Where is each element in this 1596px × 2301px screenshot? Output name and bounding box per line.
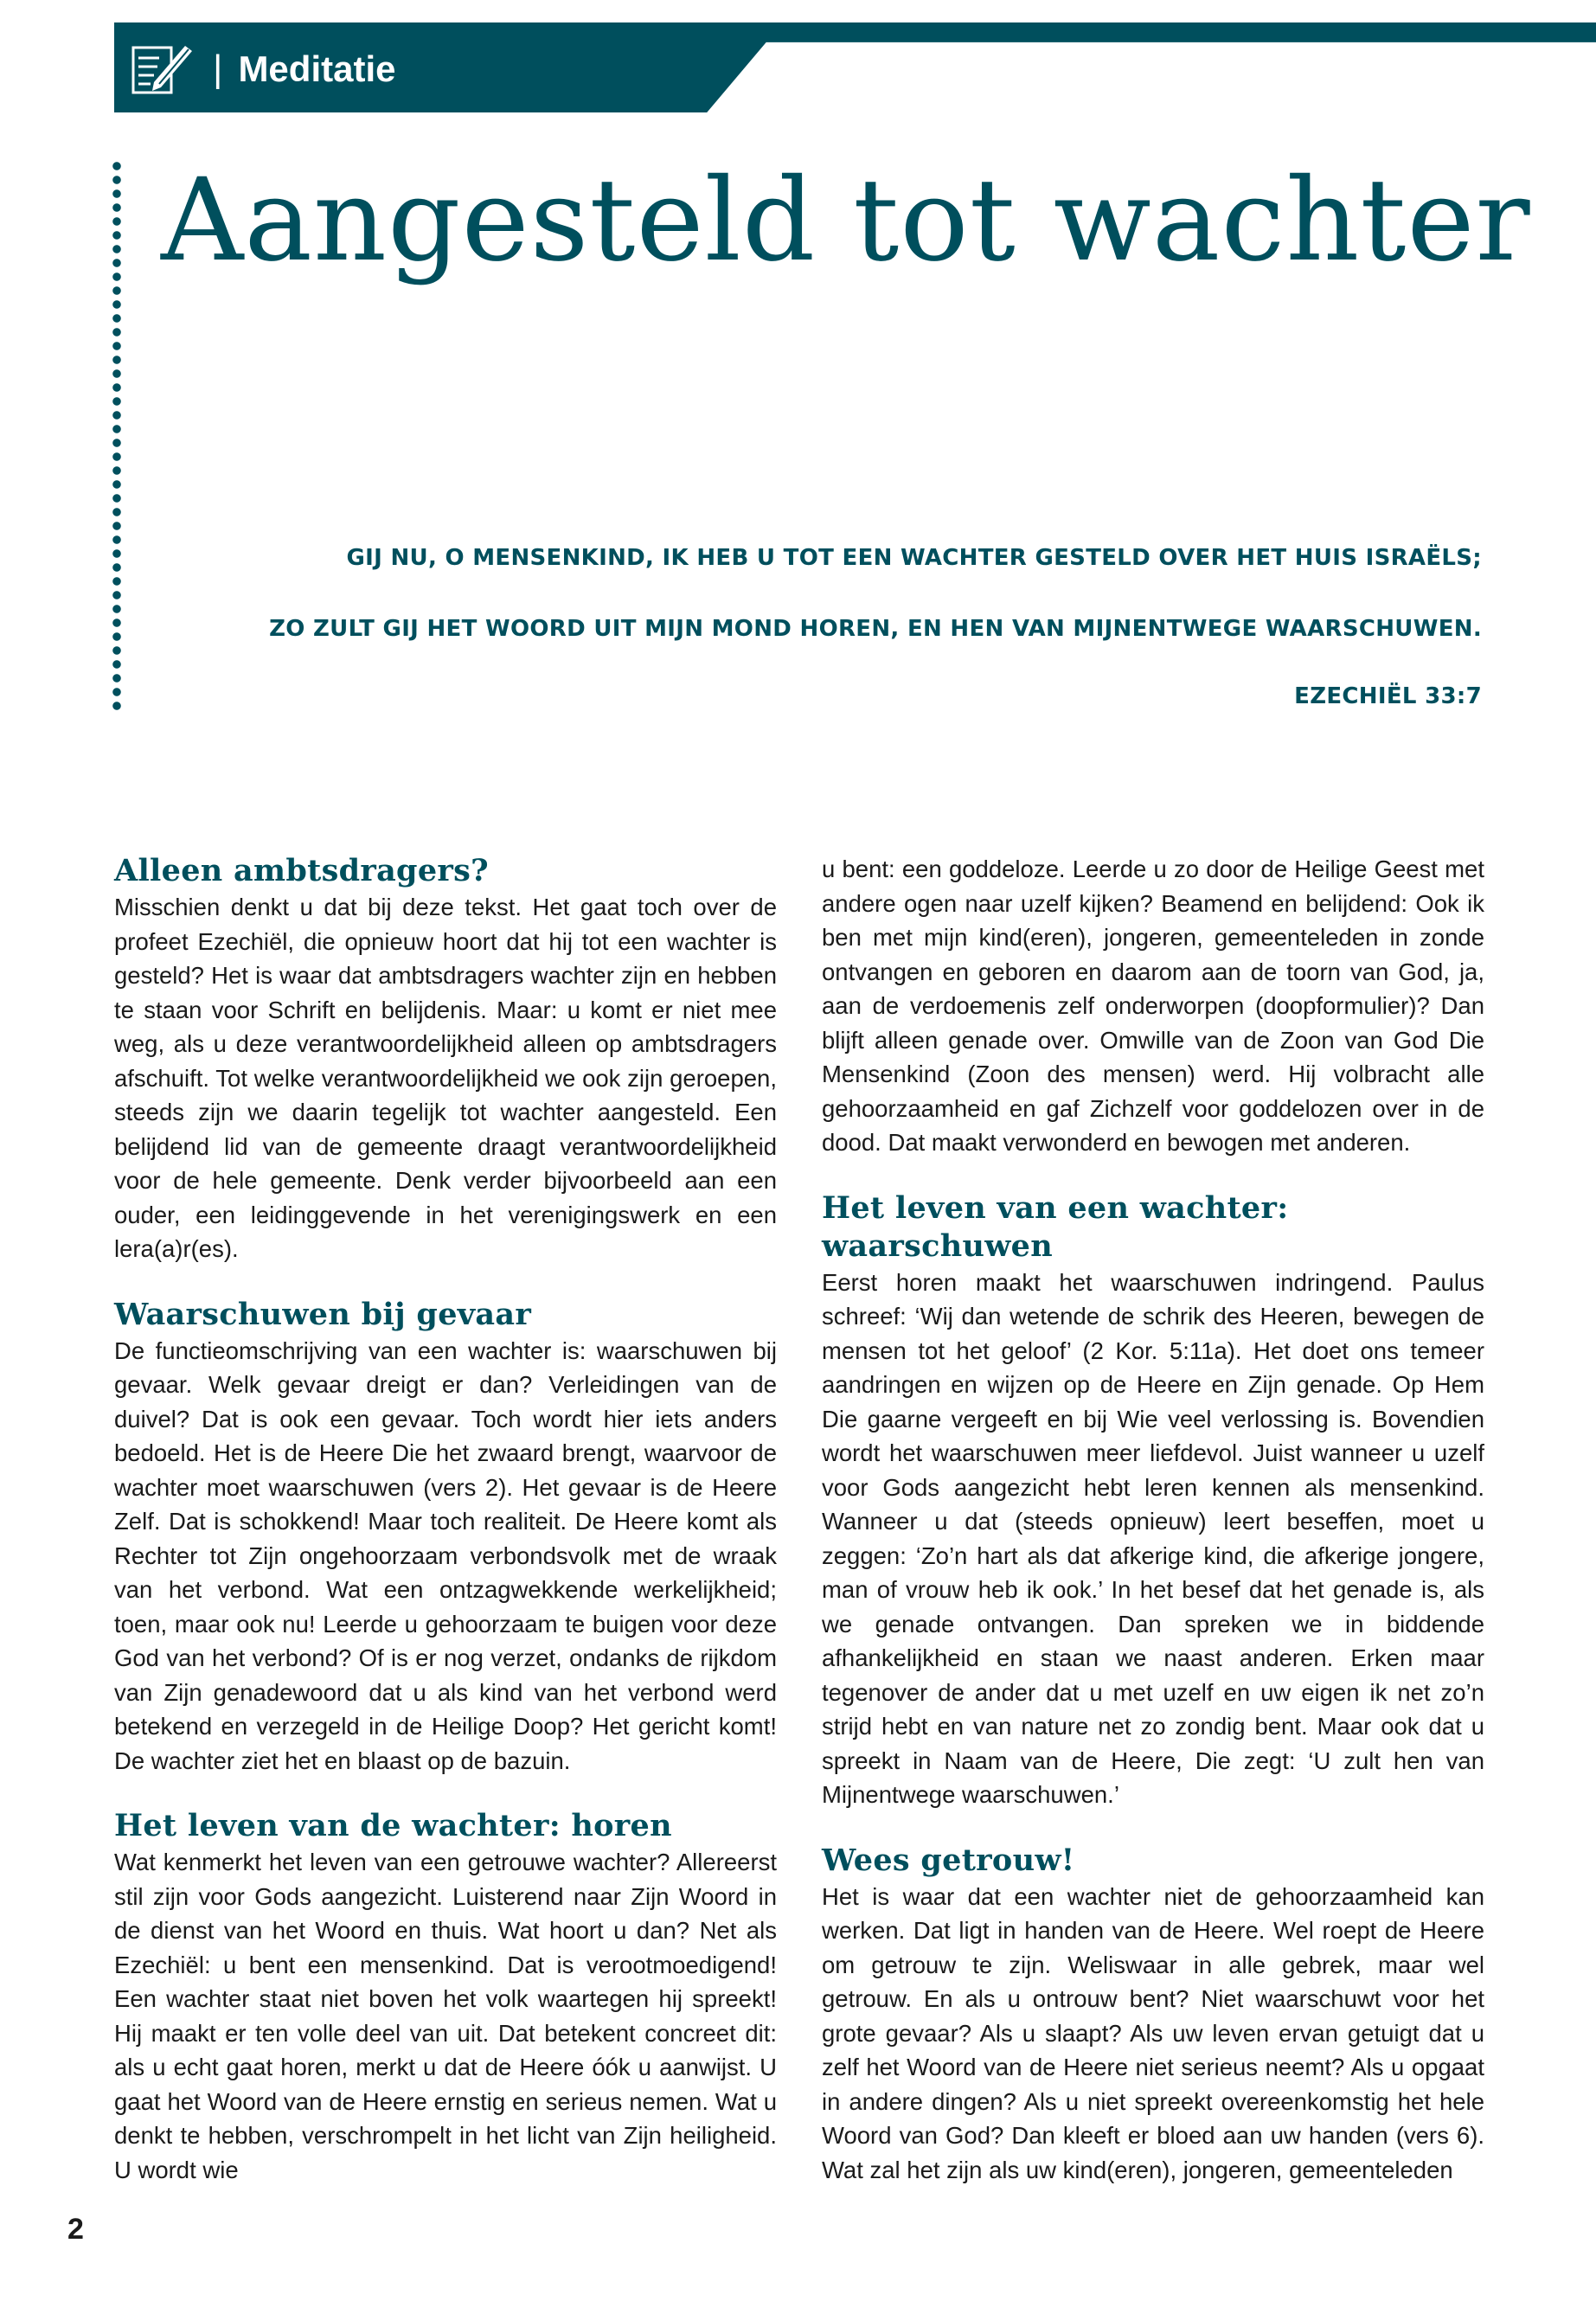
section-header [128,35,395,104]
continued-paragraph: u bent: een goddeloze. Leerde u zo door de Heilige Geest met andere ogen naar uzelf kijken? Beamend en belijdend: Ook ik ben met mijn kind(eren), jongeren, gemeenteleden in zonde ontvangen en geboren en daarom aan de toorn van God, ja, aan de verdoemenis zelf onderworpen (doopformulier)? Dan blijft alleen genade over. Omwille van de Zoon van God Die Mensenkind (Zoon des mensen) werd. Hij volbracht alle gehoorzaamheid en gaf Zichzelf voor goddelozen over in de dood. Dat maakt verwonderd en bewogen met anderen. [822,856,1484,1156]
section-heading: Alleen ambtsdragers? [114,853,489,888]
header-separator: | [213,48,223,90]
section-heading: Waarschuwen bij gevaar [114,1296,532,1332]
dotted-divider [112,159,121,713]
notepad-pen-icon [128,39,195,99]
section-paragraph: De functieomschrijving van een wachter is: waarschuwen bij gevaar. Welk gevaar dreigt er dan? Verleidingen van de duivel? Dat is ook een gevaar. Toch wordt hier iets anders bedoeld. Het is de Heere Die het zwaard brengt, waarvoor de wachter moet waarschuwen (vers 2). Het gevaar is de Heere Zelf. Dat is schokkend! Maar toch realiteit. De Heere komt als Rechter tot Zijn ongehoorzaam verbondsvolk met de wraak van het verbond. Wat een ontzagwekkende werkelijkheid; toen, maar ook nu! Leerde u gehoorzaam te buigen voor deze God van het verbond? Of is er nog verzet, ondanks de rijkdom van Zijn genadewoord dat u als kind van het verbond werd betekend en verzegeld in de Heilige Doop? Het gericht komt! De wachter ziet het en blaast op de bazuin. [114,1336,777,1774]
section-heading: Het leven van de wachter: horen [114,1808,672,1843]
page-number: 2 [67,2213,84,2246]
bible-verse-line-1: GIJ NU, O MENSENKIND, IK HEB U TOT EEN WACHTER GESTELD OVER HET HUIS ISRAËLS; [346,545,1482,571]
left-column [114,852,777,2187]
right-column [822,852,1484,2187]
bible-verse-reference: EZECHIËL 33:7 [1294,683,1482,709]
section-heading: Wees getrouw! [822,1842,1075,1878]
section-paragraph: Het is waar dat een wachter niet de gehoorzaamheid kan werken. Dat ligt in handen van de Heere. Wel roept de Heere om getrouw te zijn. Weliswaar in alle gebrek, maar wel getrouw. En als u ontrouw bent? Niet waarschuwt voor het grote gevaar? Als u slaapt? Als uw leven ervan getuigt dat u zelf het Woord van de Heere niet serieus neemt? Als u opgaat in andere dingen? Als u niet spreekt overeenkomstig het hele Woord van God? Dan kleeft er bloed aan uw handen (vers 6). Wat zal het zijn als uw kind(eren), jongeren, gemeenteleden [822,1882,1484,2183]
article-title: Aangesteld tot wachter [161,154,1531,287]
section-paragraph: Misschien denkt u dat bij deze tekst. Het gaat toch over de profeet Ezechiël, die opnieuw hoort dat hij tot een wachter is gesteld? Het is waar dat ambtsdragers wachter zijn en hebben te staan voor Schrift en belijdenis. Maar: u komt er niet mee weg, als u deze verantwoordelijkheid alleen op ambtsdragers afschuift. Tot welke verantwoordelijkheid we ook zijn geroepen, steeds zijn we daarin tegelijk tot wachter aangesteld. Een belijdend lid van de gemeente draagt verantwoordelijkheid voor de hele gemeente. Denk verder bijvoorbeeld aan een ouder, een leidinggevende in het verenigingswerk en een lera(a)r(es). [114,894,777,1262]
section-paragraph: Wat kenmerkt het leven van een getrouwe wachter? Allereerst stil zijn voor Gods aangezicht. Luisterend naar Zijn Woord in de dienst van het Woord en thuis. Wat hoort u dan? Net als Ezechiël: u bent een mensenkind. Dat is verootmoedigend! Een wachter staat niet boven het volk waartegen hij spreekt! Hij maakt er ten volle deel van uit. Dat betekent concreet dit: als u echt gaat horen, merkt u dat de Heere óók u aanwijst. U gaat het Woord van de Heere ernstig en serieus nemen. Wat u denkt te hebben, verschrompelt in het licht van Zijn heiligheid. U wordt wie [114,1849,777,2183]
bible-verse-line-2: ZO ZULT GIJ HET WOORD UIT MIJN MOND HOREN, EN HEN VAN MIJNENTWEGE WAARSCHUWEN. [269,616,1482,642]
section-label: Meditatie [238,48,396,89]
section-paragraph: Eerst horen maakt het waarschuwen indringend. Paulus schreef: ‘Wij dan wetende de schrik des Heeren, bewegen de mensen tot het geloof’ (2 Kor. 5:11a). Het doet ons temeer aandringen en wijzen op de Heere en Zijn genade. Op Hem Die gaarne vergeeft en bij Wie veel verlossing is. Bovendien wordt het waarschuwen meer liefdevol. Juist wanneer u uzelf voor Gods aangezicht hebt leren kennen als mensenkind. Wanneer u dat (steeds opnieuw) leert beseffen, moet u zeggen: ‘Zo’n hart als dat afkerige kind, die afkerige jongere, man of vrouw heb ik ook.’ In het besef dat het genade is, als we genade ontvangen. Dan spreken we in biddende afhankelijkheid en staan we naast anderen. Erken maar tegenover de ander dat u met uzelf en uw eigen ik net zo’n strijd hebt en van nature net zo zondig bent. Maar ook dat u spreekt in Naam van de Heere, Die zegt: ‘U zult hen van Mijnentwege waarschuwen.’ [822,1268,1484,1808]
section-heading: Het leven van een wachter: waarschuwen [822,1189,1289,1264]
